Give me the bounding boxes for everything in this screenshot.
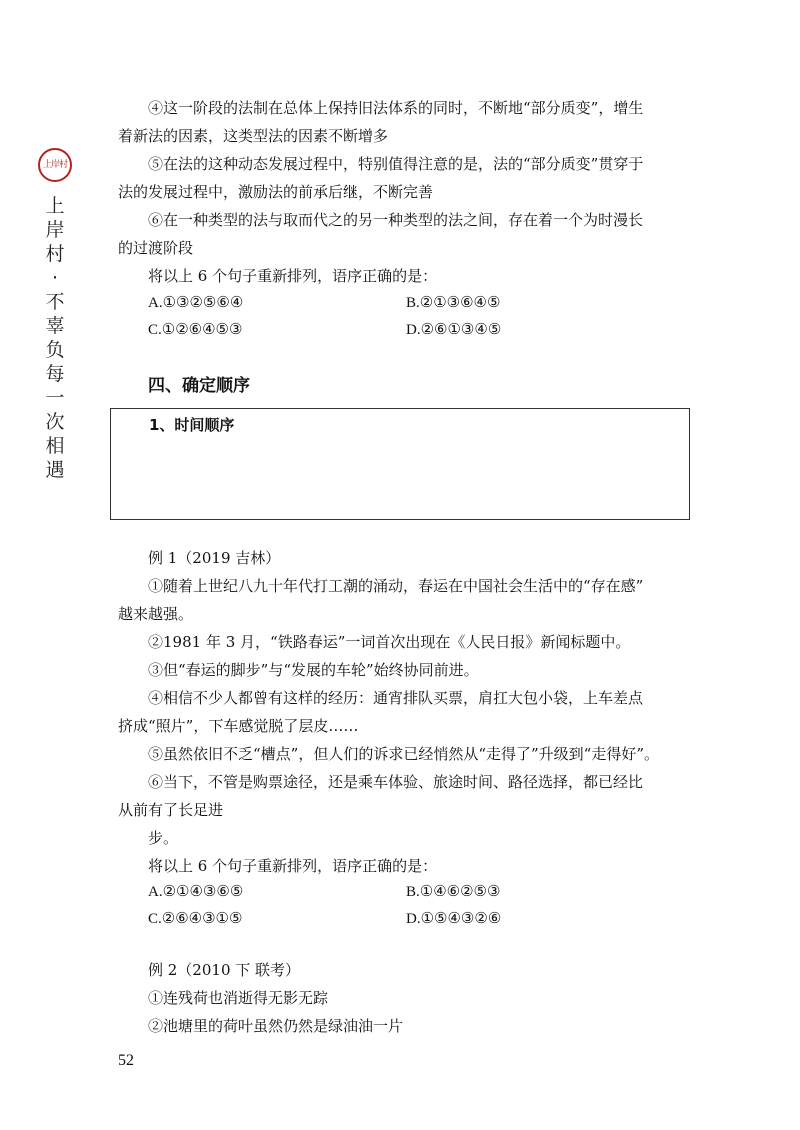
option-b: B.②①③⑥④⑤ (406, 295, 501, 311)
page-number: 52 (118, 1052, 134, 1069)
slogan-char: 不 (45, 291, 65, 313)
example-1-option-d: D.①⑤④③②⑥ (406, 911, 502, 927)
brand-strip (38, 148, 78, 482)
example-2-s1: ①连残荷也消逝得无影无踪 (148, 989, 329, 1007)
example-1-s4-line-2: 挤成“照片”，下车感觉脱了层皮…… (118, 717, 359, 735)
sentence-6-line-2: 的过渡阶段 (118, 239, 194, 257)
slogan-char: 每 (45, 363, 65, 385)
sentence-6-line-1: ⑥在一种类型的法与取而代之的另一种类型的法之间，存在着一个为时漫长 (148, 211, 644, 229)
sentence-5-line-1: ⑤在法的这种动态发展过程中，特别值得注意的是，法的“部分质变”贯穿于 (148, 155, 644, 173)
slogan-char: 负 (45, 339, 65, 361)
example-1-s3: ③但“春运的脚步”与“发展的车轮”始终协同前进。 (148, 661, 479, 679)
slogan-char: 岸 (45, 219, 65, 241)
brand-seal (38, 148, 72, 182)
slogan-char: 相 (45, 435, 65, 457)
example-1-s6-line-3: 步。 (148, 829, 179, 847)
example-1-prompt: 将以上 6 个句子重新排列，语序正确的是： (148, 857, 438, 875)
note-box-title: 1、时间顺序 (149, 416, 235, 434)
example-1-s5: ⑤虽然依旧不乏“槽点”，但人们的诉求已经悄然从“走得了”升级到“走得好”。 (148, 745, 660, 763)
example-1-s2: ②1981 年 3 月，“铁路春运”一词首次出现在《人民日报》新闻标题中。 (148, 633, 631, 651)
slogan-char: 次 (45, 411, 65, 433)
example-1-s1-line-2: 越来越强。 (118, 605, 194, 623)
section-title: 四、确定顺序 (148, 376, 250, 396)
slogan-char: 遇 (45, 459, 65, 481)
example-1-s1-line-1: ①随着上世纪八九十年代打工潮的涌动，春运在中国社会生活中的“存在感” (148, 577, 644, 595)
option-c: C.①②⑥④⑤③ (148, 322, 243, 338)
option-a: A.①③②⑤⑥④ (148, 295, 244, 311)
example-1-s6-line-2: 从前有了长足进 (118, 801, 224, 819)
sentence-4-line-1: ④这一阶段的法制在总体上保持旧法体系的同时，不断地“部分质变”，增生 (148, 99, 644, 117)
slogan-char: 上 (45, 195, 65, 217)
note-box (110, 408, 690, 520)
example-1-option-c: C.②⑥④③①⑤ (148, 911, 243, 927)
brand-slogan (38, 194, 72, 482)
sentence-4-line-2: 着新法的因素，这类型法的因素不断增多 (118, 127, 389, 145)
sentence-5-line-2: 法的发展过程中，激励法的前承后继，不断完善 (118, 183, 434, 201)
example-1-s6-line-1: ⑥当下，不管是购票途径，还是乘车体验、旅途时间、路径选择，都已经比 (148, 773, 644, 791)
question-prompt: 将以上 6 个句子重新排列，语序正确的是： (148, 267, 438, 285)
example-1-option-a: A.②①④③⑥⑤ (148, 884, 244, 900)
example-2-heading: 例 2（2010 下 联考） (148, 961, 301, 979)
option-d: D.②⑥①③④⑤ (406, 322, 502, 338)
example-2-s2: ②池塘里的荷叶虽然仍然是绿油油一片 (148, 1017, 404, 1035)
slogan-char: · (51, 267, 59, 289)
slogan-char: 村 (45, 243, 65, 265)
example-1-heading: 例 1（2019 吉林） (148, 549, 281, 567)
example-1-option-b: B.①④⑥②⑤③ (406, 884, 501, 900)
slogan-char: 一 (45, 387, 65, 409)
brand-seal-text: 上岸村 (42, 160, 67, 170)
example-1-s4-line-1: ④相信不少人都曾有这样的经历：通宵排队买票，肩扛大包小袋，上车差点 (148, 689, 644, 707)
slogan-char: 辜 (45, 315, 65, 337)
